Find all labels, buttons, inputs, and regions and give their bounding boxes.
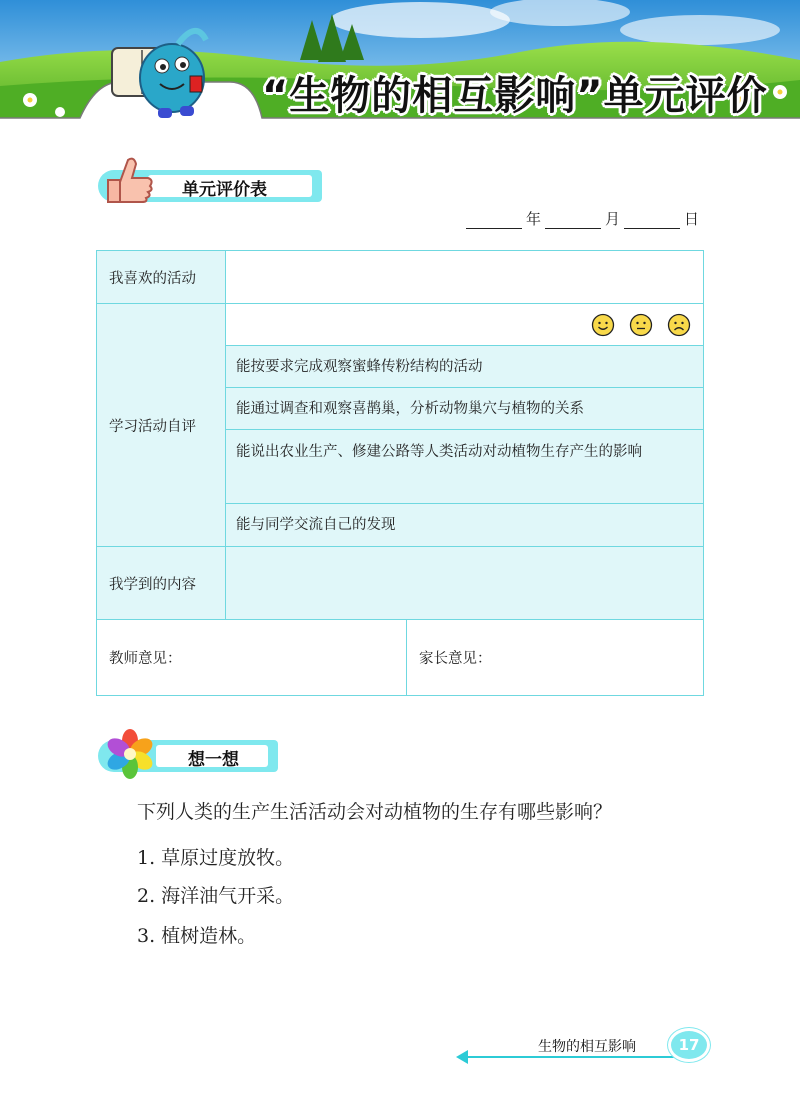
self-eval-item: 能说出农业生产、修建公路等人类活动对动植物生存产生的影响	[225, 429, 704, 504]
year-label: 年	[526, 210, 542, 228]
year-blank[interactable]	[466, 210, 522, 229]
evaluation-heading: 单元评价表	[182, 180, 267, 200]
question-text: 下列人类的生产生活活动会对动植物的生存有哪些影响？	[137, 801, 613, 823]
page-title: “生物的相互影响”单元评价	[262, 73, 768, 119]
teacher-comment[interactable]: 教师意见：	[96, 619, 407, 696]
day-blank[interactable]	[624, 210, 680, 229]
happy-face-icon[interactable]	[591, 313, 615, 337]
self-eval-item: 能按要求完成观察蜜蜂传粉结构的活动	[225, 345, 704, 388]
self-eval-item: 能与同学交流自己的发现	[225, 503, 704, 547]
footer-rule	[458, 1056, 676, 1058]
parent-comment[interactable]: 家长意见：	[406, 619, 704, 696]
month-label: 月	[605, 210, 621, 228]
answer-item: 2. 海洋油气开采。	[137, 885, 295, 907]
date-line	[466, 208, 703, 229]
think-heading: 想一想	[188, 750, 239, 770]
footer-text: 生物的相互影响	[538, 1039, 636, 1055]
sad-face-icon[interactable]	[667, 313, 691, 337]
evaluation-table	[96, 250, 704, 696]
rating-faces-row	[225, 303, 704, 346]
neutral-face-icon[interactable]	[629, 313, 653, 337]
liked-activity-answer[interactable]	[225, 250, 704, 304]
learned-answer[interactable]	[225, 546, 704, 620]
learned-label: 我学到的内容	[96, 546, 226, 620]
month-blank[interactable]	[545, 210, 601, 229]
flower-icon	[104, 728, 156, 780]
header-banner	[0, 0, 800, 140]
thumbs-up-icon	[98, 152, 158, 204]
self-eval-item: 能通过调查和观察喜鹊巢，分析动物巢穴与植物的关系	[225, 387, 704, 430]
self-eval-label: 学习活动自评	[96, 303, 226, 547]
liked-activity-label: 我喜欢的活动	[96, 250, 226, 304]
day-label: 日	[684, 210, 700, 228]
answer-item: 1. 草原过度放牧。	[137, 847, 295, 869]
answer-item: 3. 植树造林。	[137, 925, 257, 947]
page-number: 17	[668, 1028, 710, 1062]
